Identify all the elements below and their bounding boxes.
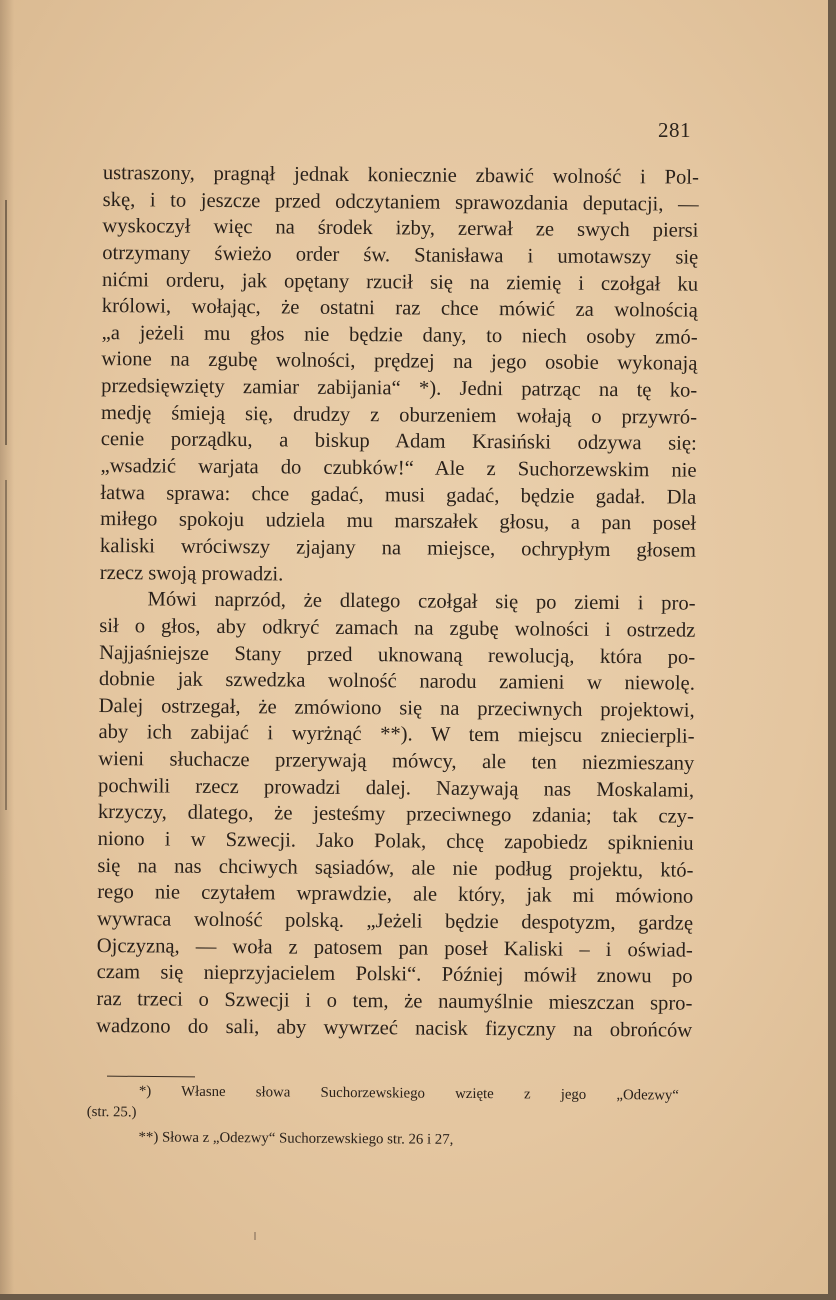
body-text: [96, 160, 699, 1044]
text-line: „a jeżeli mu głos nie będzie dany, to niech osoby zmó-: [101, 321, 698, 349]
text-line: Ojczyzną, — woła z patosem pan poseł Kaliski – i oświad-: [96, 934, 693, 962]
text-line: raz trzeci o Szwecji i o tem, że naumyślnie mieszczan spro-: [96, 987, 693, 1015]
text-line: wadzono do sali, aby wywrzeć nacisk fizyczny na obrońców: [96, 1014, 693, 1042]
footnote-2: **) Słowa z „Odezwy“ Suchorzewskiego str. 26 i 27,: [138, 1129, 454, 1148]
text-line: miłego spokoju udziela mu marszałek głosu, a pan poseł: [100, 508, 697, 535]
text-line: niono i w Szwecji. Jako Polak, chcę zapobiedz spiknieniu: [97, 827, 694, 855]
text-line: otrzymany świeżo order św. Stanisława i umotawszy się: [102, 241, 699, 269]
text-line: królowi, wołając, że ostatni raz chce mówić za wolnością: [101, 295, 698, 322]
text-line: wyskoczył więc na środek izby, zerwał ze swych piersi: [102, 215, 699, 242]
text-line: medję śmieją się, drudzy z oburzeniem wołają o przywró-: [100, 401, 698, 429]
text-line: przedsięwzięty zamiar zabijania“ *). Jedni patrząc na tę ko-: [101, 375, 698, 402]
text-line: łatwa sprawa: chce gadać, musi gadać, będzie gadał. Dla: [100, 481, 697, 509]
text-line: cenie porządku, a biskup Adam Krasiński odzywa się:: [100, 428, 697, 456]
page-number: 281: [658, 118, 691, 142]
text-line: rzecz swoją prowadzi.: [99, 561, 284, 586]
text-line: ustraszony, pragnął jednak koniecznie zbawić wolność i Pol-: [102, 161, 699, 189]
footnote-1: *) Własne słowa Suchorzewskiego wzięte z jego „Odezwy“: [138, 1083, 679, 1104]
footnote-1-continuation: (str. 25.): [86, 1103, 137, 1121]
text-line: sił o głos, aby odkryć zamach na zgubę wolności i ostrzedz: [99, 614, 696, 642]
text-line: wywraca wolność polską. „Jeżeli będzie despotyzm, gardzę: [96, 907, 694, 935]
page-edge-mark: [5, 200, 7, 445]
text-line: aby ich zabijać i wyrżnąć **). W tem miejscu zniecierpli-: [98, 721, 695, 749]
text-line: Mówi naprzód, że dlatego czołgał się po ziemi i pro-: [147, 588, 696, 615]
footnotes: [86, 1081, 679, 1152]
text-line: czam się nieprzyjacielem Polski“. Później mówił znowu po: [96, 961, 693, 988]
text-line: skę, i to jeszcze przed odczytaniem sprawozdania deputacji, —: [102, 188, 699, 216]
text-line: Dalej ostrzegał, że zmówiono się na przeciwnych projektowi,: [98, 694, 695, 722]
text-line: nićmi orderu, jak opętany rzucił się na ziemię i czołgał ku: [101, 268, 699, 296]
text-line: wieni słuchacze przerywają mówcy, ale ten niezmieszany: [98, 748, 695, 775]
text-line: krzyczy, dlatego, że jesteśmy przeciwnego zdania; tak czy-: [97, 801, 694, 829]
text-line: rego nie czytałem wprawdzie, ale który, jak mi mówiono: [97, 881, 694, 908]
text-line: pochwili rzecz prowadzi dalej. Nazywają nas Moskalami,: [97, 774, 695, 802]
text-line: się na nas chciwych sąsiadów, ale nie podług projektu, któ-: [97, 854, 694, 882]
text-line: kaliski wróciwszy zjajany na miejsce, ochrypłym głosem: [99, 534, 697, 562]
text-line: wione na zgubę wolności, prędzej na jego osobie wykonają: [101, 348, 698, 376]
footnote-rule: [107, 1076, 195, 1078]
text-line: dobnie jak szwedzka wolność narodu zamieni w niewolę.: [98, 668, 695, 695]
text-line: „wsadzić warjata do czubków!“ Ale z Suchorzewskim nie: [100, 455, 697, 482]
text-line: Najjaśniejsze Stany przed uknowaną rewolucją, która po-: [99, 641, 696, 669]
paper-mark: [254, 1232, 256, 1240]
page-edge-mark: [5, 480, 7, 810]
